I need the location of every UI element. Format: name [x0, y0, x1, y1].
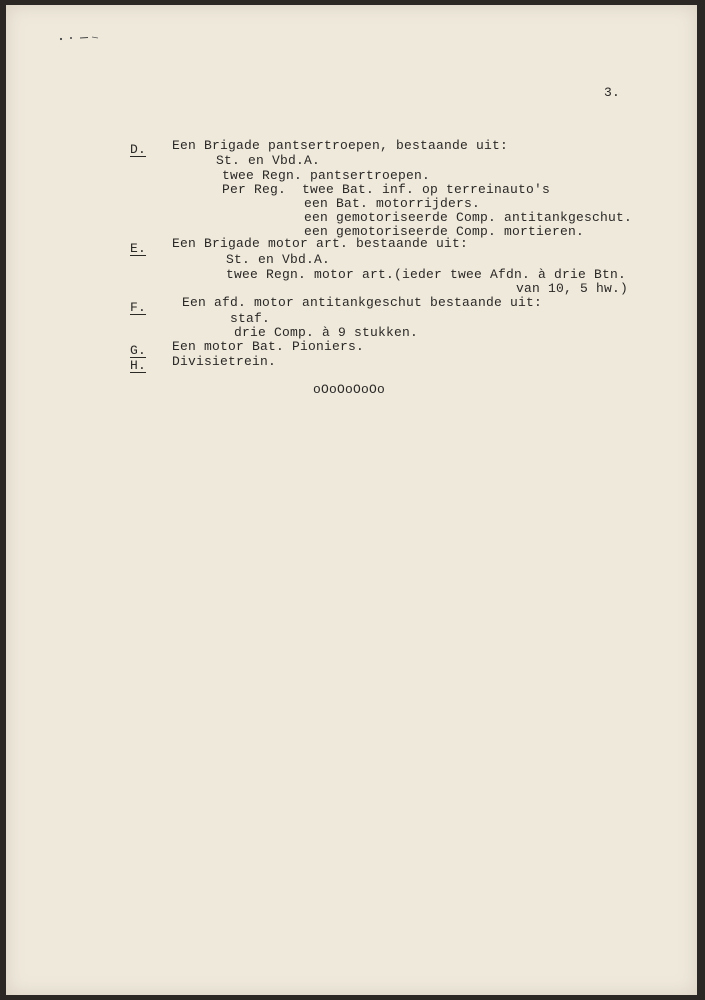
section-d-heading: Een Brigade pantsertroepen, bestaande uit:	[172, 138, 509, 153]
section-f-line: drie Comp. à 9 stukken.	[234, 325, 419, 340]
section-e-line: St. en Vbd.A.	[226, 252, 331, 267]
section-d-line: St. en Vbd.A.	[216, 153, 321, 168]
section-d-line: Per Reg. twee Bat. inf. op terreinauto's	[222, 182, 551, 197]
section-d-line: twee Regn. pantsertroepen.	[222, 168, 431, 183]
section-e-line: twee Regn. motor art.(ieder twee Afdn. à drie Btn.	[226, 267, 627, 282]
section-letter-f: F.	[130, 300, 147, 315]
document-page	[6, 5, 697, 995]
section-e-heading: Een Brigade motor art. bestaande uit:	[172, 236, 469, 251]
separator-ornament: oOoOoOoOo	[313, 382, 386, 397]
section-g-heading: Een motor Bat. Pioniers.	[172, 339, 365, 354]
section-f-line: staf.	[230, 311, 271, 326]
section-d-line: een Bat. motorrijders.	[304, 196, 481, 211]
section-f-heading: Een afd. motor antitankgeschut bestaande uit:	[182, 295, 543, 310]
section-d-line: een gemotoriseerde Comp. mortieren.	[304, 224, 585, 239]
section-h-heading: Divisietrein.	[172, 354, 277, 369]
section-letter-d: D.	[130, 142, 147, 157]
section-e-line: van 10, 5 hw.)	[516, 281, 629, 296]
section-d-line: een gemotoriseerde Comp. antitankgeschut.	[304, 210, 633, 225]
section-letter-e: E.	[130, 241, 147, 256]
ink-marks	[58, 35, 102, 41]
section-letter-g: G.	[130, 343, 147, 358]
page-number: 3.	[604, 85, 621, 100]
section-letter-h: H.	[130, 358, 147, 373]
